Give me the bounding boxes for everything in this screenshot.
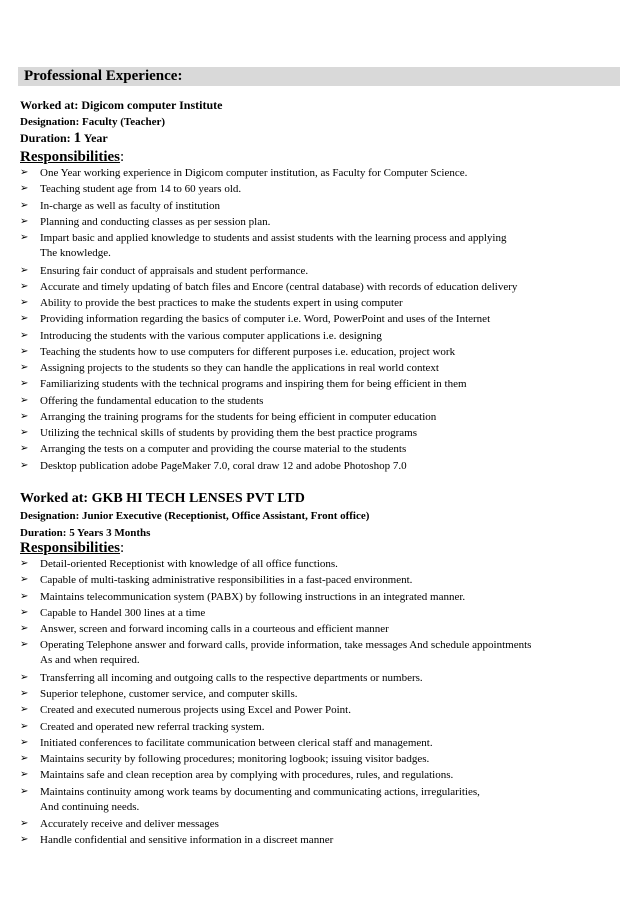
list-item xyxy=(20,312,620,327)
list-item xyxy=(20,199,620,214)
arrow-bullet-icon: ➢ xyxy=(20,459,29,471)
arrow-bullet-icon: ➢ xyxy=(20,704,29,716)
job1-duration-unit: Year xyxy=(83,131,108,145)
list-item xyxy=(20,622,620,637)
list-item xyxy=(20,573,620,588)
arrow-bullet-icon: ➢ xyxy=(20,167,29,178)
arrow-bullet-icon: ➢ xyxy=(20,720,29,732)
list-item xyxy=(20,768,620,783)
arrow-bullet-icon: ➢ xyxy=(20,639,29,651)
arrow-bullet-icon: ➢ xyxy=(20,394,29,406)
job2-duration-value: 5 Years 3 Months xyxy=(69,527,151,539)
arrow-bullet-icon: ➢ xyxy=(20,606,29,618)
arrow-bullet-icon: ➢ xyxy=(20,215,29,227)
list-item-text: Familiarizing students with the technical programs and inspiring them for being efficient in them xyxy=(40,378,467,391)
list-item xyxy=(20,280,620,295)
list-item xyxy=(20,166,620,181)
arrow-bullet-icon: ➢ xyxy=(20,362,29,373)
list-item-text: Planning and conducting classes as per session plan. xyxy=(40,215,271,228)
arrow-bullet-icon: ➢ xyxy=(20,232,29,243)
list-item-text: Assigning projects to the students so they can handle the applications in real world context xyxy=(40,362,439,374)
arrow-bullet-icon: ➢ xyxy=(20,264,29,276)
list-item xyxy=(20,720,620,735)
list-item xyxy=(20,752,620,767)
list-item-text: Accurately receive and deliver messages xyxy=(40,818,219,830)
list-item xyxy=(20,590,620,605)
list-item-text: Detail-oriented Receptionist with knowledge of all office functions. xyxy=(40,558,338,570)
list-item-text: One Year working experience in Digicom computer institution, as Faculty for Computer Science. xyxy=(40,167,468,179)
arrow-bullet-icon: ➢ xyxy=(20,834,29,846)
arrow-bullet-icon: ➢ xyxy=(20,443,29,455)
list-item-text: Arranging the tests on a computer and providing the course material to the students xyxy=(40,443,407,456)
list-item-text: Maintains safe and clean reception area by complying with procedures, rules, and regulations. xyxy=(40,769,454,782)
job1-worked-at xyxy=(20,98,222,112)
list-item xyxy=(20,703,620,718)
arrow-bullet-icon: ➢ xyxy=(20,769,29,781)
list-item xyxy=(20,606,620,621)
list-item-text: Accurate and timely updating of batch files and Encore (central database) with records of education delivery xyxy=(40,280,518,293)
list-item-text: Providing information regarding the basics of computer i.e. Word, PowerPoint and uses of the Internet xyxy=(40,313,491,326)
job1-worked-at-label: Worked at: xyxy=(20,98,79,112)
job2-worked-at xyxy=(20,491,305,507)
list-item-text: Impart basic and applied knowledge to students and assist students with the learning process and applying xyxy=(40,232,507,244)
list-item-text: Teaching student age from 14 to 60 years old. xyxy=(40,183,242,196)
arrow-bullet-icon: ➢ xyxy=(20,818,29,829)
list-item-continuation: And continuing needs. xyxy=(40,800,140,813)
list-item xyxy=(20,410,620,425)
job2-duration xyxy=(20,526,150,540)
list-item xyxy=(20,361,620,376)
list-item-text: Created and executed numerous projects using Excel and Power Point. xyxy=(40,704,351,717)
job1-duration xyxy=(20,131,108,145)
list-item-text: Teaching the students how to use computers for different purposes i.e. education, project work xyxy=(40,345,456,358)
list-item-text: Desktop publication adobe PageMaker 7.0, coral draw 12 and adobe Photoshop 7.0 xyxy=(40,459,407,472)
list-item-text: Offering the fundamental education to the students xyxy=(40,394,264,407)
list-item-text: Introducing the students with the various computer applications i.e. designing xyxy=(40,329,382,342)
list-item xyxy=(20,817,620,832)
list-item-text: Arranging the training programs for the students for being efficient in computer education xyxy=(40,410,437,423)
list-item xyxy=(20,833,620,848)
list-item-text: Transferring all incoming and outgoing calls to the respective departments or numbers. xyxy=(40,671,423,684)
arrow-bullet-icon: ➢ xyxy=(20,688,29,699)
list-item-text: Maintains security by following procedures; monitoring logbook; issuing visitor badges. xyxy=(40,753,430,765)
list-item xyxy=(20,736,620,751)
list-item-text: Maintains telecommunication system (PABX) by following instructions in an integrated manner. xyxy=(40,590,466,603)
job1-responsibilities-heading xyxy=(20,149,124,166)
arrow-bullet-icon: ➢ xyxy=(20,329,29,341)
list-item-continuation: The knowledge. xyxy=(40,247,111,259)
list-item xyxy=(20,377,620,392)
arrow-bullet-icon: ➢ xyxy=(20,427,29,438)
list-item xyxy=(20,296,620,311)
list-item xyxy=(20,638,620,668)
list-item xyxy=(20,671,620,686)
arrow-bullet-icon: ➢ xyxy=(20,623,29,634)
arrow-bullet-icon: ➢ xyxy=(20,183,29,195)
job1-responsibilities-label: Responsibilities xyxy=(20,149,121,165)
list-item xyxy=(20,182,620,197)
list-item-text: Ability to provide the best practices to make the students expert in using computer xyxy=(40,297,403,309)
job2-worked-at-label: Worked at: xyxy=(20,491,89,506)
list-item-text: Superior telephone, customer service, and computer skills. xyxy=(40,688,298,700)
list-item xyxy=(20,442,620,457)
arrow-bullet-icon: ➢ xyxy=(20,574,29,586)
list-item-text: Handle confidential and sensitive information in a discreet manner xyxy=(40,834,334,847)
section-title: Professional Experience: xyxy=(18,67,620,86)
job1-designation-value: Faculty (Teacher) xyxy=(82,116,166,128)
list-item xyxy=(20,785,620,815)
list-item xyxy=(20,459,620,474)
arrow-bullet-icon: ➢ xyxy=(20,410,29,422)
list-item xyxy=(20,345,620,360)
job2-responsibilities-label: Responsibilities xyxy=(20,540,121,556)
list-item xyxy=(20,264,620,279)
list-item-text: Utilizing the technical skills of students by providing them the best practice programs xyxy=(40,427,417,439)
list-item xyxy=(20,687,620,702)
job2-responsibilities-colon: : xyxy=(120,540,125,556)
list-item xyxy=(20,426,620,441)
job1-company: Digicom computer Institute xyxy=(81,98,223,112)
list-item-continuation: As and when required. xyxy=(40,654,140,667)
list-item xyxy=(20,215,620,230)
arrow-bullet-icon: ➢ xyxy=(20,199,29,211)
arrow-bullet-icon: ➢ xyxy=(20,345,29,357)
job1-duration-number: 1 xyxy=(73,130,82,146)
job2-responsibilities-heading xyxy=(20,540,124,557)
job1-responsibilities-colon: : xyxy=(120,149,125,165)
list-item-text: Ensuring fair conduct of appraisals and student performance. xyxy=(40,264,309,277)
arrow-bullet-icon: ➢ xyxy=(20,558,29,569)
list-item-text: Capable of multi-tasking administrative responsibilities in a fast-paced environment. xyxy=(40,574,413,587)
arrow-bullet-icon: ➢ xyxy=(20,671,29,683)
list-item xyxy=(20,394,620,409)
list-item xyxy=(20,329,620,344)
list-item-text: Answer, screen and forward incoming calls in a courteous and efficient manner xyxy=(40,623,389,635)
job1-designation xyxy=(20,115,165,129)
list-item-text: Operating Telephone answer and forward calls, provide information, take messages And schedule appointments xyxy=(40,639,532,652)
job2-company: GKB HI TECH LENSES PVT LTD xyxy=(91,491,305,506)
list-item xyxy=(20,557,620,572)
list-item xyxy=(20,231,620,261)
arrow-bullet-icon: ➢ xyxy=(20,736,29,748)
job2-designation xyxy=(20,509,369,523)
arrow-bullet-icon: ➢ xyxy=(20,280,29,292)
job2-designation-value: Junior Executive (Receptionist, Office Assistant, Front office) xyxy=(82,510,370,522)
job2-duration-label: Duration: xyxy=(20,527,67,539)
arrow-bullet-icon: ➢ xyxy=(20,590,29,602)
list-item-text: Initiated conferences to facilitate communication between clerical staff and management. xyxy=(40,736,433,749)
arrow-bullet-icon: ➢ xyxy=(20,378,29,390)
job1-duration-label: Duration: xyxy=(20,131,71,145)
job2-designation-label: Designation: xyxy=(20,510,80,522)
arrow-bullet-icon: ➢ xyxy=(20,297,29,308)
arrow-bullet-icon: ➢ xyxy=(20,753,29,764)
job1-designation-label: Designation: xyxy=(20,116,80,128)
list-item-text: In-charge as well as faculty of institution xyxy=(40,199,221,212)
list-item-text: Capable to Handel 300 lines at a time xyxy=(40,606,206,619)
list-item-text: Maintains continuity among work teams by documenting and communicating actions, irregularities, xyxy=(40,785,480,798)
arrow-bullet-icon: ➢ xyxy=(20,785,29,797)
list-item-text: Created and operated new referral tracking system. xyxy=(40,720,265,733)
arrow-bullet-icon: ➢ xyxy=(20,313,29,325)
